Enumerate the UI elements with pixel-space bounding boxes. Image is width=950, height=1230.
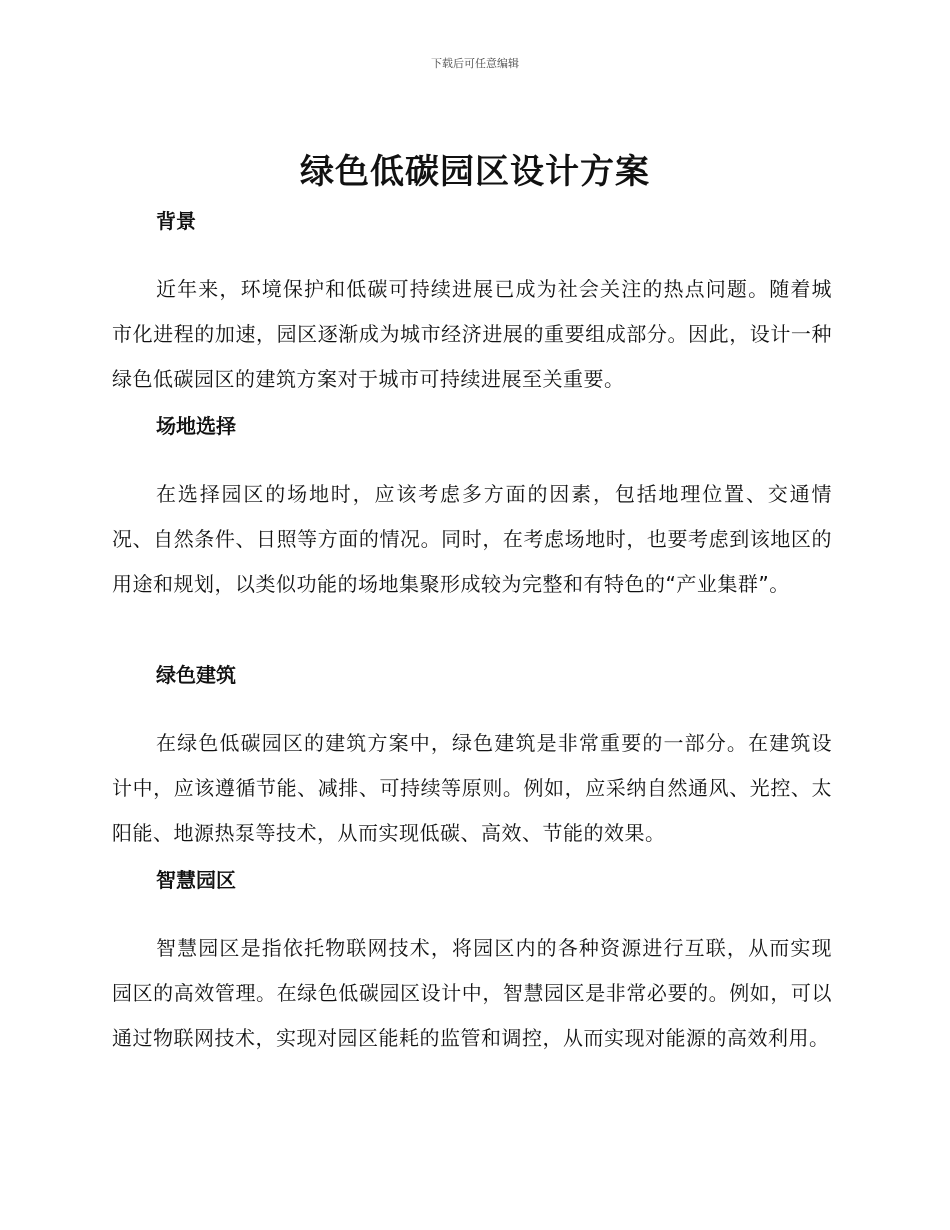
section-paragraph: 在选择园区的场地时，应该考虑多方面的因素，包括地理位置、交通情况、自然条件、日照等方面的情况。同时，在考虑场地时，也要考虑到该地区的用途和规划，以类似功能的场地集聚形成较为完整和有特色的“产业集群”。 [112,482,832,596]
section-paragraph: 智慧园区是指依托物联网技术，将园区内的各种资源进行互联，从而实现园区的高效管理。在绿色低碳园区设计中，智慧园区是非常必要的。例如，可以通过物联网技术，实现对园区能耗的监管和调控，从而实现对能源的高效利用。 [112,936,832,1050]
section-heading: 场地选择 [156,414,236,438]
section-heading: 背景 [156,209,196,233]
section-paragraph: 在绿色低碳园区的建筑方案中，绿色建筑是非常重要的一部分。在建筑设计中，应该遵循节能、减排、可持续等原则。例如，应采纳自然通风、光控、太阳能、地源热泵等技术，从而实现低碳、高效、节能的效果。 [112,731,832,845]
section-paragraph: 近年来，环境保护和低碳可持续进展已成为社会关注的热点问题。随着城市化进程的加速，园区逐渐成为城市经济进展的重要组成部分。因此，设计一种绿色低碳园区的建筑方案对于城市可持续进展至关重要。 [112,277,832,391]
section-site-selection [112,413,832,607]
section-heading: 智慧园区 [156,868,236,892]
header-note: 下载后可任意编辑 [431,57,519,70]
section-heading: 绿色建筑 [156,663,236,687]
section-green-building [112,662,832,856]
section-smart-park [112,867,832,1061]
document-title: 绿色低碳园区设计方案 [300,152,650,192]
section-background [112,208,832,402]
